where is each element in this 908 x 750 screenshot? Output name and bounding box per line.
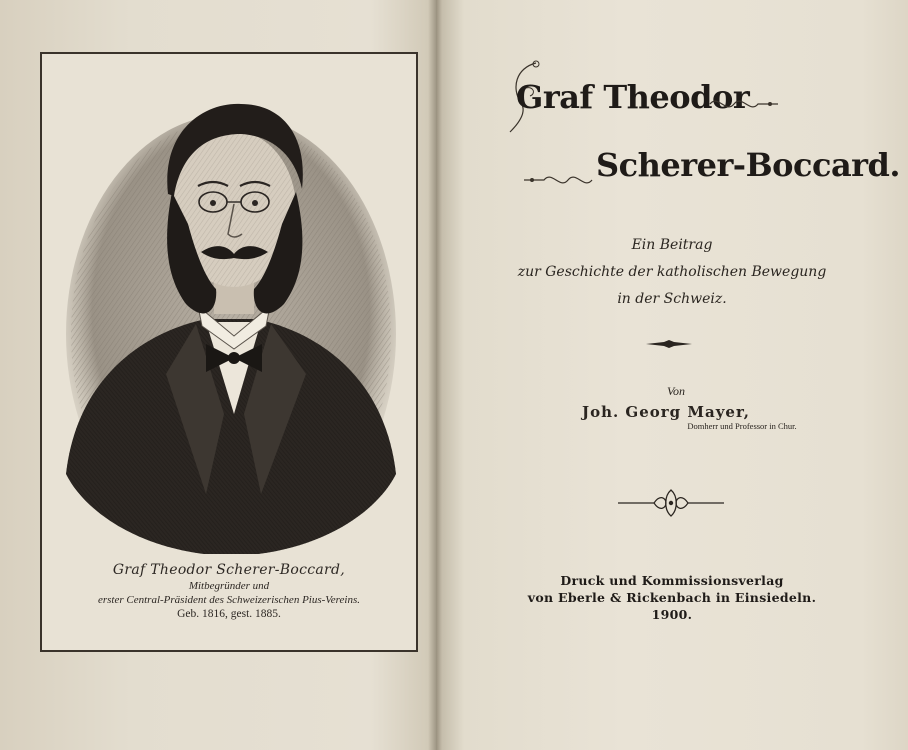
subtitle <box>436 232 908 313</box>
publisher-line-2: von Eberle & Rickenbach in Einsiedeln. <box>527 590 817 605</box>
caption-name: Graf Theodor Scherer-Boccard, <box>112 562 346 578</box>
frontispiece-frame <box>40 52 418 652</box>
title-flourish-left-icon <box>522 166 594 190</box>
author-name: Joh. Georg Mayer, <box>581 403 751 421</box>
subtitle-line-3: in der Schweiz. <box>617 291 727 307</box>
author-role: Domherr und Professor in Chur. <box>687 421 797 431</box>
caption-dates: Geb. 1816, gest. 1885. <box>177 608 281 620</box>
left-page <box>0 0 436 750</box>
caption-role-1: Mitbegründer und <box>188 580 270 592</box>
publication-year: 1900. <box>651 607 693 622</box>
divider-icon <box>646 338 692 350</box>
title-flourish-right-icon <box>708 92 780 116</box>
caption-role-2: erster Central-Präsident des Schweizerischen Pius-Vereins. <box>97 594 361 606</box>
subtitle-line-1: Ein Beitrag <box>631 237 713 253</box>
portrait-engraving <box>56 74 402 554</box>
publisher-line-1: Druck und Kommissionsverlag <box>560 573 784 588</box>
by-label: Von <box>667 384 685 398</box>
title-page <box>436 0 908 750</box>
subtitle-line-2: zur Geschichte der katholischen Bewegung <box>517 264 827 280</box>
title-line-2: Scherer-Boccard. <box>596 146 901 184</box>
publisher-block <box>436 572 908 623</box>
frontispiece-caption <box>42 562 416 620</box>
ornament-icon <box>616 486 726 520</box>
title-line-1: Graf Theodor <box>516 78 750 116</box>
author-block <box>436 384 908 431</box>
